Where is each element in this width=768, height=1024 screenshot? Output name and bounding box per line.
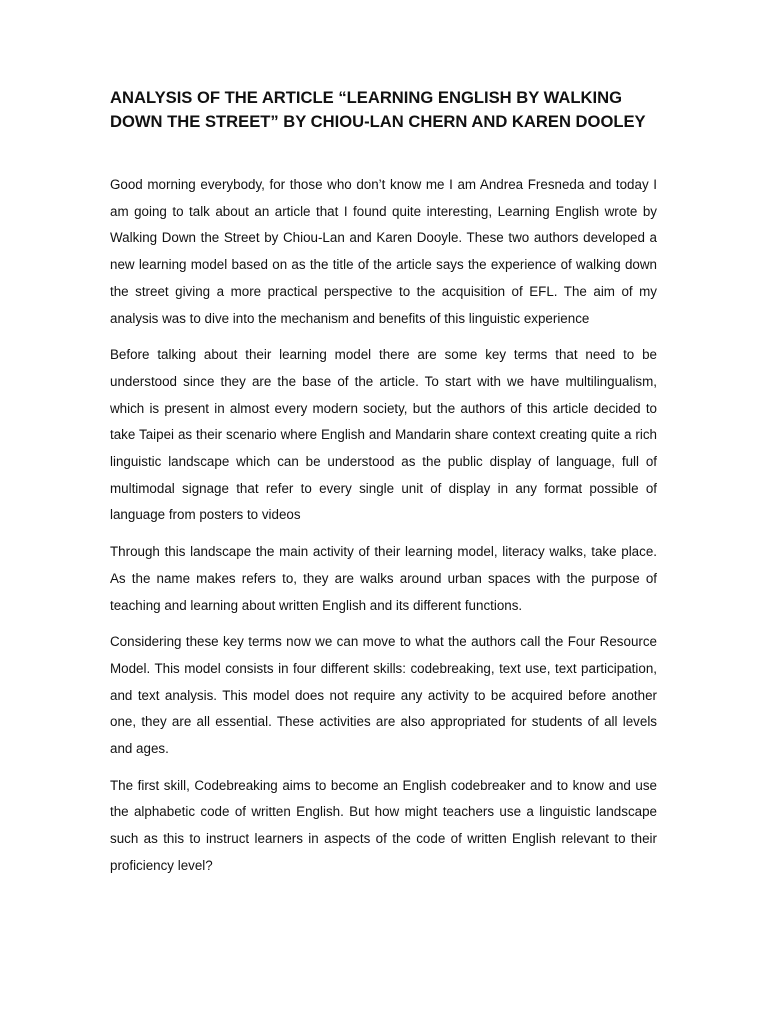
paragraph-four-resource-model: Considering these key terms now we can move to what the authors call the Four Resource Model. This model consists in four different skills: codebreaking, text use, text participation, and text analysis. This model does not require any activity to be acquired before another one, they are all essential. These activities are also appropriated for students of all levels and ages. xyxy=(110,634,657,757)
paragraph-codebreaking: The first skill, Codebreaking aims to become an English codebreaker and to know and use the alphabetic code of written English. But how might teachers use a linguistic landscape such as this to instruct learners in aspects of the code of written English relevant to their proficiency level? xyxy=(110,777,657,873)
paragraph-key-terms: Before talking about their learning model there are some key terms that need to be understood since they are the base of the article. To start with we have multilingualism, which is present in almost every modern society, but the authors of this article decided to take Taipei as their scenario where English and Mandarin share context creating quite a rich linguistic landscape which can be understood as the public display of language, full of multimodal signage that refer to every single unit of display in any format possible of language from posters to videos xyxy=(110,347,657,523)
document-body xyxy=(110,172,657,890)
document-title: ANALYSIS OF THE ARTICLE “LEARNING ENGLISH BY WALKING DOWN THE STREET” BY CHIOU-LAN CHERN AND KAREN DOOLEY xyxy=(110,88,646,131)
paragraph-literacy-walks: Through this landscape the main activity of their learning model, literacy walks, take place. As the name makes refers to, they are walks around urban spaces with the purpose of teaching and learning about written English and its different functions. xyxy=(110,544,657,613)
paragraph-introduction: Good morning everybody, for those who don’t know me I am Andrea Fresneda and today I am going to talk about an article that I found quite interesting, Learning English wrote by Walking Down the Street by Chiou-Lan and Karen Dooyle. These two authors developed a new learning model based on as the title of the article says the experience of walking down the street giving a more practical perspective to the acquisition of EFL. The aim of my analysis was to dive into the mechanism and benefits of this linguistic experience xyxy=(110,177,657,326)
